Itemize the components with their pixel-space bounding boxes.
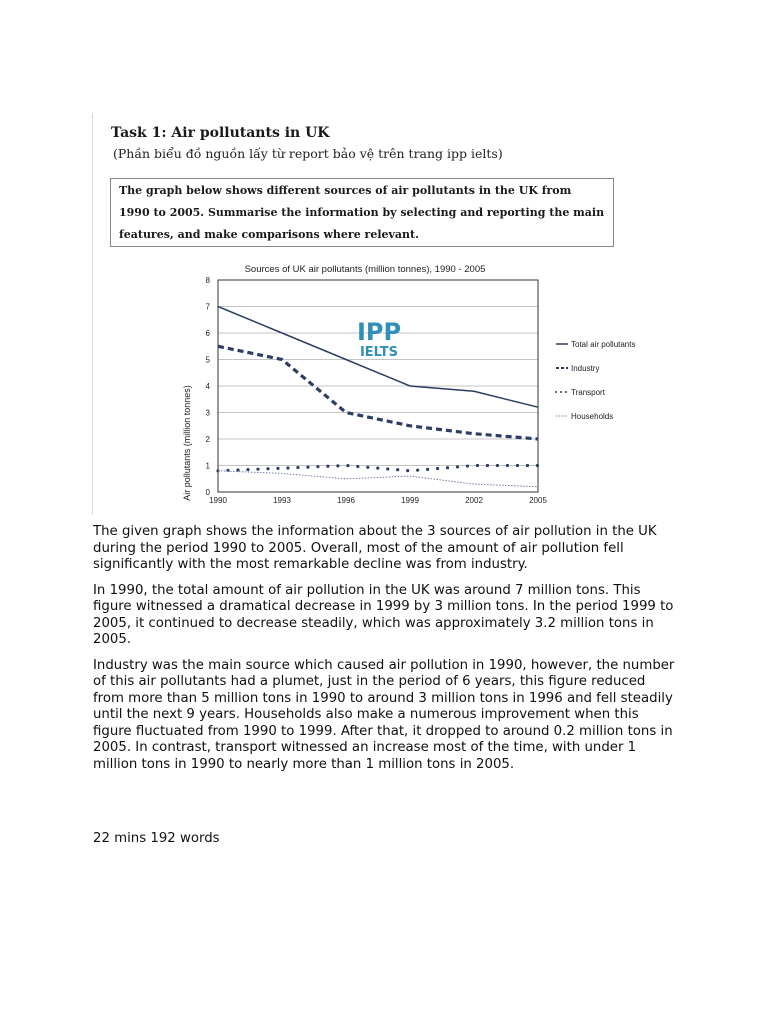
x-tick-labels <box>209 496 547 505</box>
essay-paragraph-1: The given graph shows the information about the 3 sources of air pollution in the UK during the period 1990 to 2005. Overall, most of the amount of air pollution fell significantly with the most remarkable decline was from industry. <box>93 524 657 572</box>
essay-paragraph-3: Industry was the main source which caused air pollution in 1990, however, the number of this air pollutants had a plumet, just in the period of 6 years, this figure reduced from more than 5 million tons in 1990 to around 3 million tons in 1996 and fell steadily until the next 9 years. Households also make a numerous improvement when this figure fluctuated from 1990 to 1999. After that, it dropped to around 0.2 million tons in 2005. In contrast, transport witnessed an increase most of the time, with under 1 million tons in 1990 to nearly more than 1 million tons in 2005. <box>93 657 675 772</box>
series-line-households <box>218 471 538 487</box>
legend <box>556 340 635 421</box>
x-tick-label: 2005 <box>529 496 547 505</box>
x-tick-label: 1999 <box>401 496 419 505</box>
x-tick-label: 2002 <box>465 496 483 505</box>
legend-label: Transport <box>571 388 605 397</box>
y-tick-label: 7 <box>205 302 210 312</box>
ipp-ielts-logo <box>357 318 401 360</box>
y-tick-label: 3 <box>205 408 210 418</box>
word-count-note: 22 mins 192 words <box>93 831 220 846</box>
y-tick-label: 6 <box>205 329 210 338</box>
essay-text <box>93 524 677 782</box>
task-figure <box>92 113 673 515</box>
y-axis-label: Air pollutants (million tonnes) <box>182 385 192 501</box>
x-tick-label: 1990 <box>209 496 227 505</box>
series-line-industry <box>218 346 538 439</box>
chart-title: Sources of UK air pollutants (million tonnes), 1990 - 2005 <box>244 264 486 275</box>
y-tick-label: 1 <box>205 461 210 471</box>
task-source: (Phần biểu đồ nguồn lấy từ report bảo vệ trên trang ipp ielts) <box>113 146 503 161</box>
y-tick-labels <box>206 276 211 497</box>
task-prompt-box: The graph below shows different sources of air pollutants in the UK from 1990 to 2005. Summarise the information by selecting and reporting the main features, and make comparisons where relevant. <box>110 178 614 247</box>
y-tick-label: 4 <box>205 382 210 391</box>
y-tick-label: 0 <box>205 488 210 497</box>
y-tick-label: 8 <box>205 276 210 285</box>
logo-top: IPP <box>356 318 402 346</box>
legend-label: Industry <box>571 364 600 373</box>
essay-paragraph-2: In 1990, the total amount of air pollution in the UK was around 7 million tons. This figure witnessed a dramatical decrease in 1999 by 3 million tons. In the period 1999 to 2005, it continued to decrease steadily, which was approximately 3.2 million tons in 2005. <box>93 582 674 647</box>
legend-label: Total air pollutants <box>571 340 636 349</box>
y-tick-label: 2 <box>205 435 210 444</box>
logo-bottom: IELTS <box>359 345 399 360</box>
task-title: Task 1: Air pollutants in UK <box>111 125 330 141</box>
line-chart <box>93 260 663 515</box>
legend-label: Households <box>571 412 614 421</box>
x-tick-label: 1996 <box>337 496 355 505</box>
series-line-transport <box>218 466 538 471</box>
x-tick-label: 1993 <box>273 496 291 505</box>
y-tick-label: 5 <box>205 355 210 365</box>
